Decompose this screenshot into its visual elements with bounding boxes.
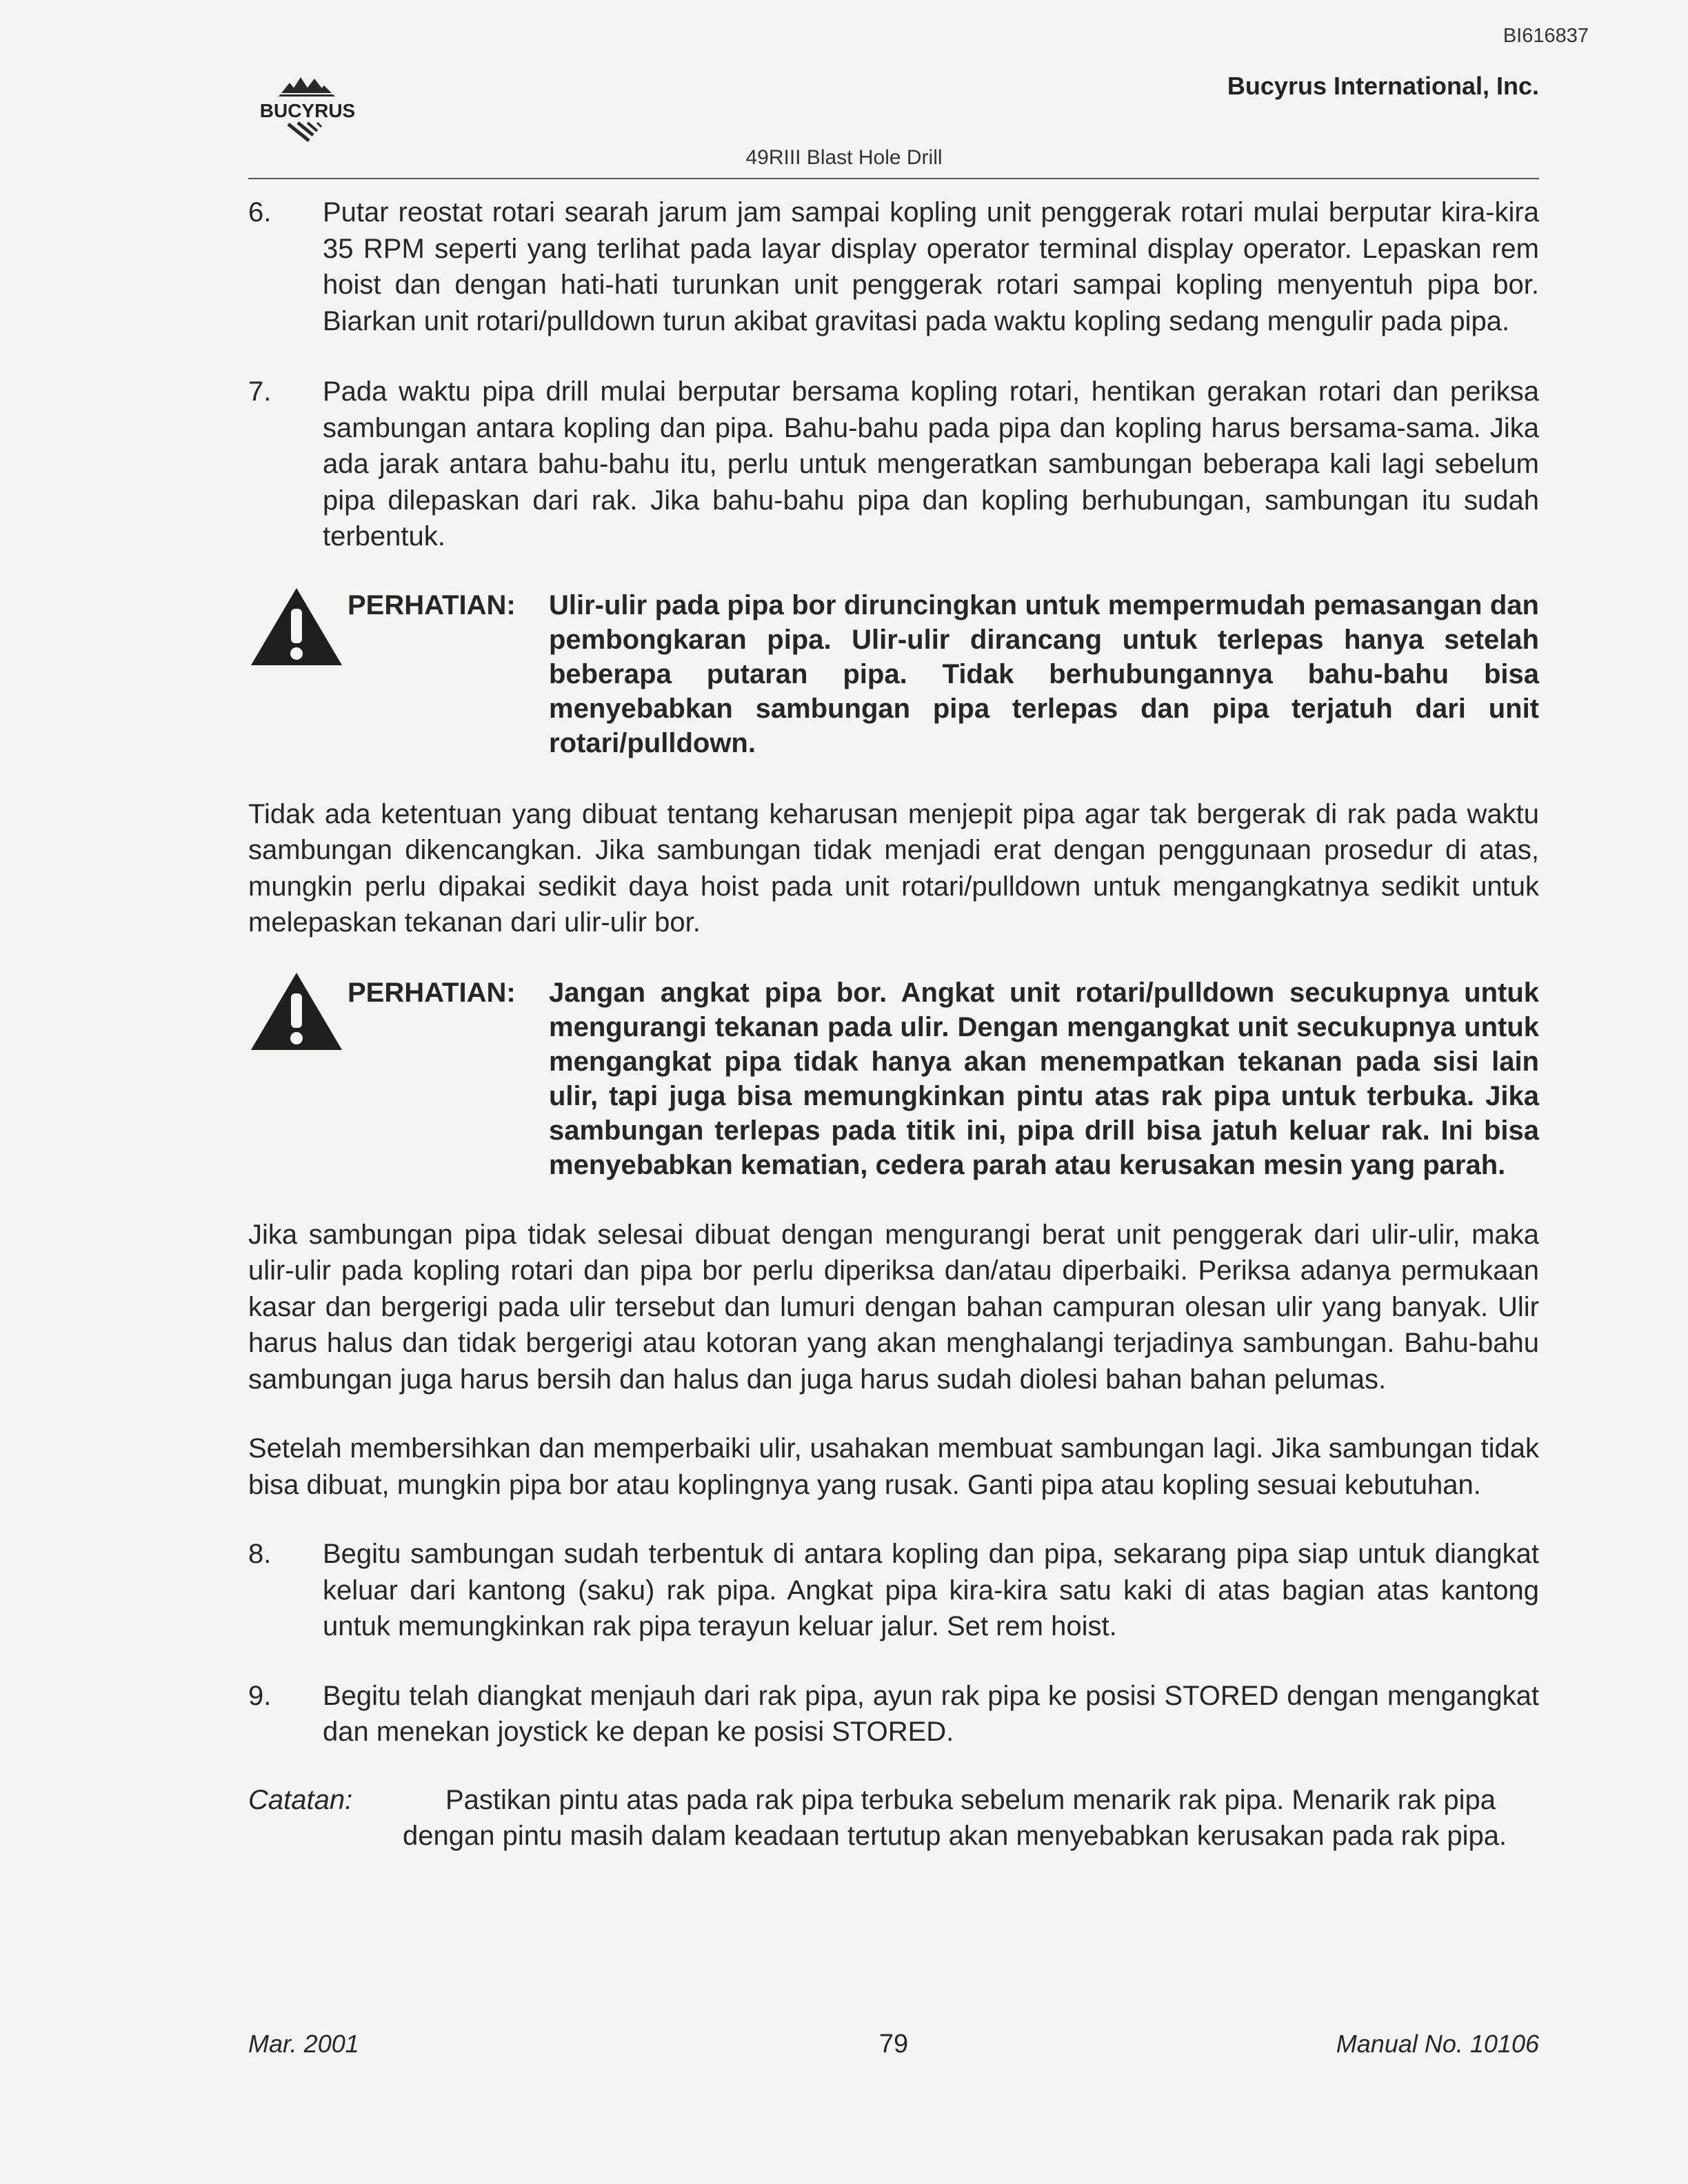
note-text	[403, 1782, 1539, 1854]
caution-block-2	[248, 975, 1539, 1182]
caution-text: Jangan angkat pipa bor. Angkat unit rotari/pulldown secukupnya untuk mengurangi tekanan pada ulir. Dengan mengangkat unit secukupnya untuk mengangkat pipa tidak hanya akan menempatkan tekanan pada sisi lain ulir, tapi juga bisa memungkinkan pintu atas rak pipa untuk terbuka. Jika sambungan terlepas pada titik ini, pipa drill bisa jatuh keluar rak. Ini bisa menyebabkan kematian, cedera parah atau kerusakan mesin yang parah.	[549, 977, 1539, 1180]
main-content	[248, 194, 1539, 1854]
page-number: 79	[878, 2030, 909, 2059]
document-id: BI616837	[1503, 25, 1589, 47]
step-text: Pada waktu pipa drill mulai berputar bersama kopling rotari, hentikan gerakan rotari dan periksa sambungan antara kopling dan pipa. Bahu-bahu pada pipa dan kopling harus bersama-sama. Jika ada jarak antara bahu-bahu itu, perlu untuk mengeratkan sambungan beberapa kali lagi sebelum pipa dilepaskan dari rak. Jika bahu-bahu pipa dan kopling berhubungan, sambungan itu sudah terbentuk.	[323, 376, 1539, 552]
caution-block-1	[248, 588, 1539, 760]
paragraph-thread-repair: Jika sambungan pipa tidak selesai dibuat dengan mengurangi berat unit penggerak dari ulir-ulir, maka ulir-ulir pada kopling rotari dan pipa bor perlu diperiksa dan/atau diperbaiki. Periksa adanya permukaan kasar dan bergerigi pada ulir tersebut dan lumuri dengan bahan campuran olesan ulir yang banyak. Ulir harus halus dan tidak bergerigi atau kotoran yang akan menghalangi terjadinya sambungan. Bahu-bahu sambungan juga harus bersih dan halus dan juga harus sudah diolesi bahan bahan pelumas.	[248, 1219, 1539, 1395]
paragraph-retry: Setelah membersihkan dan memperbaiki ulir, usahakan membuat sambungan lagi. Jika sambungan tidak bisa dibuat, mungkin pipa bor atau koplingnya yang rusak. Ganti pipa atau kopling sesuai kebutuhan.	[248, 1433, 1539, 1500]
caution-text: Ulir-ulir pada pipa bor diruncingkan untuk mempermudah pemasangan dan pembongkaran pipa. Ulir-ulir dirancang untuk terlepas hanya setelah beberapa putaran pipa. Tidak berhubungannya bahu-bahu bisa menyebabkan sambungan pipa terlepas dan pipa terjatuh dari unit rotari/pulldown.	[549, 589, 1539, 758]
header-divider	[248, 178, 1539, 179]
manual-number: Manual No. 10106	[1336, 2030, 1539, 2058]
note-label: Catatan:	[248, 1784, 353, 1815]
bucyrus-logo	[245, 69, 370, 152]
step-9	[248, 1678, 1539, 1750]
model-title: 49RIII Blast Hole Drill	[745, 146, 943, 169]
caution-label: PERHATIAN:	[348, 977, 516, 1008]
company-name: Bucyrus International, Inc.	[1227, 72, 1539, 100]
step-number: 6.	[248, 197, 272, 228]
step-number: 8.	[248, 1539, 272, 1569]
warning-triangle-icon	[248, 970, 345, 1053]
step-text: Putar reostat rotari searah jarum jam sampai kopling unit penggerak rotari mulai berputar kira-kira 35 RPM seperti yang terlihat pada layar display operator terminal display operator. Lepaskan rem hoist dan dengan hati-hati turunkan unit penggerak rotari sampai kopling menyentuh pipa bor. Biarkan unit rotari/pulldown turun akibat gravitasi pada waktu kopling sedang mengulir pada pipa.	[323, 197, 1539, 336]
step-text: Begitu telah diangkat menjauh dari rak pipa, ayun rak pipa ke posisi STORED dengan mengangkat dan menekan joystick ke depan ke posisi STORED.	[323, 1680, 1539, 1747]
note-line-1: Pastikan pintu atas pada rak pipa terbuka sebelum menarik rak pipa. Menarik rak pipa	[445, 1784, 1496, 1815]
caution-label: PERHATIAN:	[348, 589, 516, 620]
note-block	[248, 1782, 1539, 1854]
note-line-2: dengan pintu masih dalam keadaan tertutup akan menyebabkan kerusakan pada rak pipa.	[403, 1821, 1507, 1851]
step-number: 9.	[248, 1680, 272, 1711]
footer-date: Mar. 2001	[248, 2030, 359, 2058]
step-6	[248, 194, 1539, 339]
step-8	[248, 1536, 1539, 1645]
step-text: Begitu sambungan sudah terbentuk di antara kopling dan pipa, sekarang pipa siap untuk diangkat keluar dari kantong (saku) rak pipa. Angkat pipa kira-kira satu kaki di atas bagian atas kantong untuk memungkinkan rak pipa terayun keluar jalur. Set rem hoist.	[323, 1539, 1539, 1641]
step-7	[248, 374, 1539, 555]
page-footer	[248, 2030, 1539, 2064]
paragraph-clamping: Tidak ada ketentuan yang dibuat tentang keharusan menjepit pipa agar tak bergerak di rak pada waktu sambungan dikencangkan. Jika sambungan tidak menjadi erat dengan penggunaan prosedur di atas, mungkin perlu dipakai sedikit daya hoist pada unit rotari/pulldown untuk mengangkatnya sedikit untuk melepaskan tekanan dari ulir-ulir bor.	[248, 798, 1539, 938]
logo-text: BUCYRUS	[259, 100, 356, 121]
warning-triangle-icon	[248, 585, 345, 668]
step-number: 7.	[248, 376, 272, 407]
